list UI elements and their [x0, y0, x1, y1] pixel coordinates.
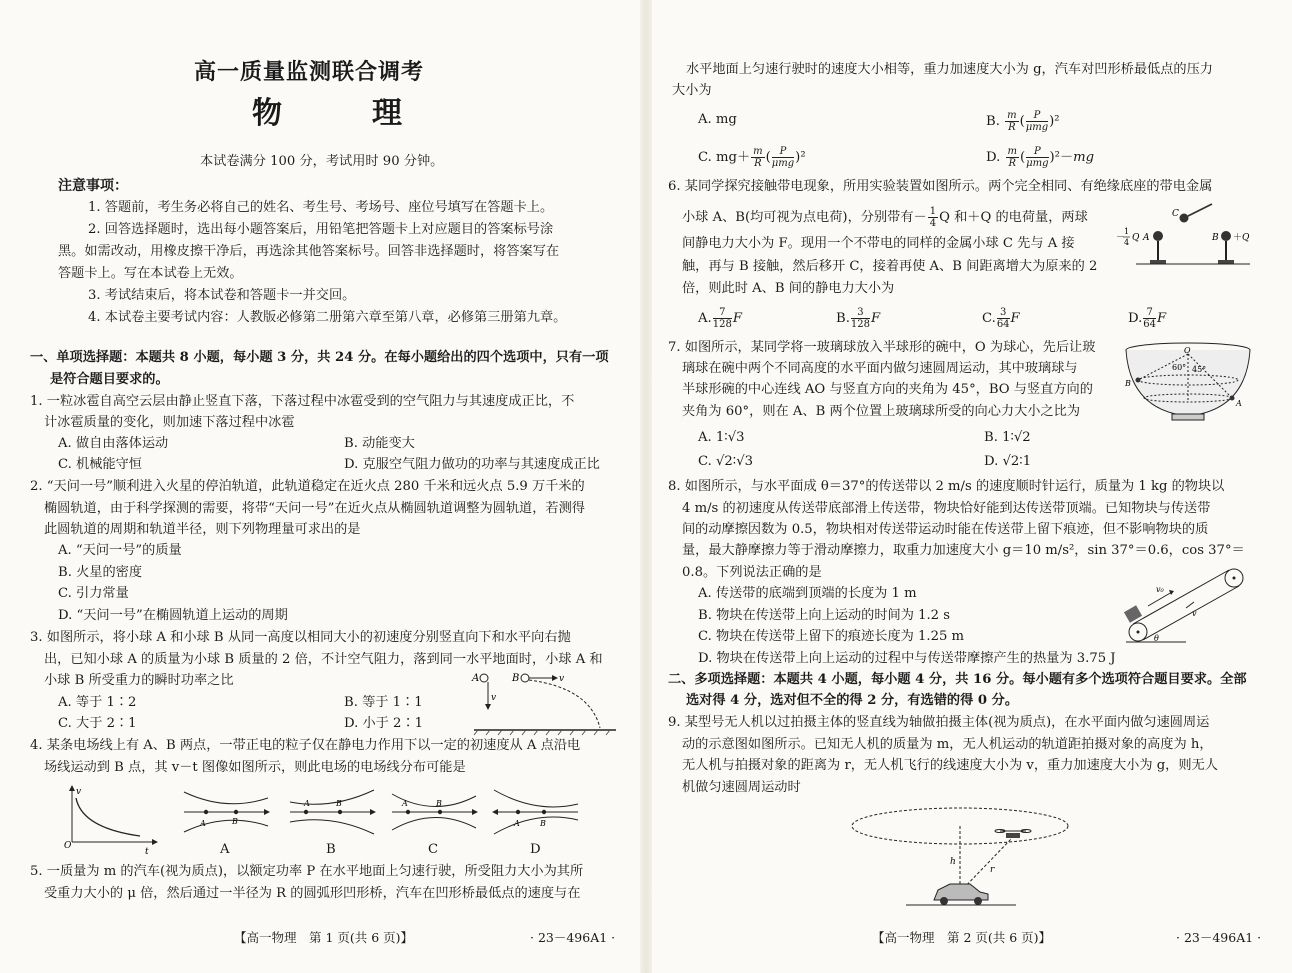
q8-conveyor-figure: [1116, 568, 1256, 648]
q2-stem: 2. “天问一号”顺利进入火星的停泊轨道，此轨道稳定在近火点 280 千米和远火点 5.9 万千米的: [30, 479, 585, 494]
svg-text:C: C: [1172, 209, 1179, 219]
q5-option-a: A. mg: [698, 112, 737, 127]
q4-option-c-figure: [388, 784, 480, 840]
svg-text:B: B: [1125, 379, 1131, 388]
q8-stem-3: 间的动摩擦因数为 0.5，物块相对传送带运动时能在传送带上留下痕迹，但不影响物块的质: [682, 522, 1209, 537]
q7-bowl-figure: [1122, 340, 1254, 422]
q6-stem-5: 倍，则此时 A、B 间的静电力大小为: [682, 281, 895, 296]
svg-text:O: O: [1184, 346, 1191, 355]
q1-option-a: A. 做自由落体运动: [58, 436, 169, 451]
svg-text:A: A: [514, 819, 520, 828]
q6-option-c: C. $\frac{3}{64}$ F: [982, 307, 1020, 330]
q5-stem: 5. 一质量为 m 的汽车(视为质点)，以额定功率 P 在水平地面上匀速行驶，所受阻力大小为其所: [30, 864, 584, 879]
q8-stem-2: 4 m/s 的初速度从传送带底部滑上传送带，物块恰好能到达传送带顶端。已知物块与传送带: [682, 501, 1211, 516]
q4-stem: 4. 某条电场线上有 A、B 两点，一带正电的粒子仅在静电力作用下以一定的初速度从 A 点沿电: [30, 738, 581, 753]
score-line: 本试卷满分 100 分，考试用时 90 分钟。: [200, 154, 444, 169]
notice-2c: 答题卡上。写在本试卷上无效。: [58, 266, 243, 281]
section2-heading-2: 选对得 4 分，选对但不全的得 2 分，有选错的得 0 分。: [686, 693, 1019, 708]
page1-code: · 23－496A1 ·: [530, 930, 616, 945]
svg-text:A: A: [1236, 399, 1242, 408]
page-2: [646, 0, 1292, 973]
svg-text:B: B: [512, 673, 520, 684]
notice-2: 2. 回答选择题时，选出每小题答案后，用铅笔把答题卡上对应题目的答案标号涂: [88, 222, 554, 237]
svg-text:B: B: [436, 799, 442, 808]
q3-option-b: B. 等于 1∶1: [344, 695, 423, 710]
q7-option-d: D. √2∶1: [984, 454, 1032, 469]
q8-stem: 8. 如图所示，与水平面成 θ＝37°的传送带以 2 m/s 的速度顺时针运行，质量为 1 kg 的物块以: [668, 479, 1225, 494]
q4-label-a: A: [220, 842, 230, 857]
svg-text:1: 1: [1124, 227, 1130, 236]
q3-stem: 3. 如图所示，将小球 A 和小球 B 从同一高度以相同大小的初速度分别竖直向下和水平向右抛: [30, 630, 571, 645]
q6-stem: 6. 某同学探究接触带电现象，所用实验装置如图所示。两个完全相同、有绝缘底座的带电金属: [668, 179, 1213, 194]
q2-stem-2: 椭圆轨道，由于科学探测的需要，将带“天问一号”在近火点从椭圆轨道调整为圆轨道，若测得: [44, 501, 585, 516]
exam-subject: 物 理: [252, 96, 432, 131]
q6-option-a: A. $\frac{7}{128}$ F: [698, 307, 742, 330]
q9-stem: 9. 某型号无人机以过拍摄主体的竖直线为轴做拍摄主体(视为质点)，在水平面内做匀速圆周运: [668, 715, 1210, 730]
svg-text:A: A: [1143, 233, 1150, 243]
q6-option-d: D. $\frac{7}{64}$ F: [1128, 307, 1167, 330]
notice-4: 4. 本试卷主要考试内容：人教版必修第二册第六章至第八章，必修第三册第九章。: [88, 310, 567, 325]
svg-text:v: v: [491, 693, 497, 703]
svg-text:60°: 60°: [1172, 363, 1187, 372]
section1-heading-2: 是符合题目要求的。: [50, 372, 169, 387]
q8-option-c: C. 物块在传送带上留下的痕迹长度为 1.25 m: [698, 629, 965, 644]
q7-option-b: B. 1∶√2: [984, 430, 1031, 445]
svg-text:v: v: [1192, 609, 1197, 618]
q2-option-a: A. “天问一号”的质量: [58, 543, 182, 558]
svg-text:v₀: v₀: [1156, 585, 1164, 594]
q7-stem-2: 璃球在碗中两个不同高度的水平面内做匀速圆周运动，其中玻璃球与: [682, 361, 1078, 376]
q3-stem-3: 小球 B 所受重力的瞬时功率之比: [44, 673, 234, 688]
svg-text:A: A: [402, 799, 408, 808]
svg-text:A: A: [472, 673, 480, 684]
q3-option-c: C. 大于 2∶1: [58, 716, 137, 731]
page2-code: · 23－496A1 ·: [1176, 930, 1262, 945]
svg-text:B: B: [232, 817, 238, 826]
q8-stem-4: 量，最大静摩擦力等于滑动摩擦力，取重力加速度大小 g＝10 m/s²，sin 37°＝0.6，cos 37°＝: [682, 543, 1245, 558]
q9-stem-2: 动的示意图如图所示。已知无人机的质量为 m，无人机运动的轨道距拍摄对象的高度为 h，: [682, 737, 1213, 752]
q2-option-d: D. “天问一号”在椭圆轨道上运动的周期: [58, 608, 288, 623]
q5-stem-3: 水平地面上匀速行驶时的速度大小相等，重力加速度大小为 g，汽车对凹形桥最低点的压力: [686, 62, 1213, 77]
q4-label-c: C: [428, 842, 439, 857]
q6-stem-4: 触，再与 B 接触，然后移开 C，接着再使 A、B 间距离增大为原来的 2: [682, 259, 1098, 274]
q9-stem-3: 无人机与拍摄对象的距离为 r，无人机飞行的线速度大小为 v，重力加速度大小为 g，则无人: [682, 758, 1218, 773]
svg-text:45°: 45°: [1192, 365, 1207, 374]
q1-stem-2: 计冰雹质量的变化，则加速下落过程中冰雹: [44, 415, 295, 430]
q7-option-a: A. 1∶√3: [698, 430, 745, 445]
q6-option-b: B. $\frac{3}{128}$ F: [836, 307, 881, 330]
q6-figure: [1116, 196, 1252, 272]
svg-text:A: A: [304, 799, 310, 808]
section2-heading: 二、多项选择题：本题共 4 小题，每小题 4 分，共 16 分。每小题有多个选项符合题目要求。全部: [668, 672, 1247, 687]
svg-text:v: v: [559, 674, 565, 684]
q4-option-d-figure: [490, 784, 582, 840]
q1-option-d: D. 克服空气阻力做功的功率与其速度成正比: [344, 457, 600, 472]
q1-stem: 1. 一粒冰雹自高空云层由静止竖直下落，下落过程中冰雹受到的空气阻力与其速度成正比，不: [30, 394, 575, 409]
q8-option-d: D. 物块在传送带上向上运动的过程中与传送带摩擦产生的热量为 3.75 J: [698, 651, 1116, 666]
q9-stem-4: 机做匀速圆周运动时: [682, 780, 801, 795]
q8-stem-5: 0.8。下列说法正确的是: [682, 565, 822, 580]
q2-stem-3: 此圆轨道的周期和轨道半径，则下列物理量可求出的是: [44, 522, 361, 537]
q9-drone-figure: [846, 800, 1086, 910]
exam-title: 高一质量监测联合调考: [194, 59, 425, 85]
q4-stem-2: 场线运动到 B 点，其 v－t 图像如图所示，则此电场的电场线分布可能是: [44, 760, 466, 775]
q7-option-c: C. √2∶√3: [698, 454, 754, 469]
page2-footer: 【高一物理 第 2 页(共 6 页)】: [872, 930, 1052, 945]
q7-stem: 7. 如图所示，某同学将一玻璃球放入半球形的碗中，O 为球心，先后让玻: [668, 340, 1096, 355]
q7-stem-4: 夹角为 60°，则在 A、B 两个位置上玻璃球所受的向心力大小之比为: [682, 404, 1081, 419]
notice-1: 1. 答题前，考生务必将自己的姓名、考生号、考场号、座位号填写在答题卡上。: [88, 200, 554, 215]
q6-stem-3: 间静电力大小为 F。现用一个不带电的同样的金属小球 C 先与 A 接: [682, 236, 1075, 251]
q1-option-c: C. 机械能守恒: [58, 457, 142, 472]
q5-stem-2: 受重力大小的 μ 倍，然后通过一半径为 R 的圆弧形凹形桥，汽车在凹形桥最低点的速度与在: [44, 886, 581, 901]
q5-stem-4: 大小为: [672, 83, 712, 98]
q1-option-b: B. 动能变大: [344, 436, 415, 451]
page1-footer: 【高一物理 第 1 页(共 6 页)】: [234, 930, 414, 945]
q7-stem-3: 半球形碗的中心连线 AO 与竖直方向的夹角为 45°，BO 与竖直方向的: [682, 382, 1093, 397]
q6-stem-2: 小球 A、B(均可视为点电荷)，分别带有－ $\frac{1}{4}$ Q 和＋Q 的电荷量，两球: [682, 206, 1088, 229]
notice-2b: 黑。如需改动，用橡皮擦干净后，再选涂其他答案标号。回答非选择题时，将答案写在: [58, 244, 560, 259]
svg-text:B: B: [336, 799, 342, 808]
q2-option-c: C. 引力常量: [58, 586, 129, 601]
q5-option-b: B. $\frac{m}{R}$ ( $\frac{P}{\text{μmg}}$ )²: [986, 110, 1060, 133]
notice-title: 注意事项：: [58, 178, 128, 194]
q3-option-d: D. 小于 2∶1: [344, 716, 424, 731]
svg-text:Q: Q: [1132, 233, 1140, 243]
svg-text:B: B: [1212, 233, 1219, 243]
q5-option-c: C. mg＋ $\frac{m}{R}$ ( $\frac{P}{\text{μmg}}$ )²: [698, 146, 806, 169]
svg-text:Q: Q: [1242, 233, 1250, 243]
svg-text:t: t: [145, 847, 149, 857]
svg-text:＋: ＋: [1233, 233, 1243, 243]
q2-option-b: B. 火星的密度: [58, 565, 143, 580]
svg-text:4: 4: [1124, 238, 1130, 247]
svg-text:A: A: [200, 819, 206, 828]
svg-text:r: r: [990, 865, 995, 875]
svg-text:v: v: [76, 787, 82, 797]
drone-icon: [995, 830, 1031, 839]
q8-option-b: B. 物块在传送带上向上运动的时间为 1.2 s: [698, 608, 951, 623]
notice-3: 3. 考试结束后，将本试卷和答题卡一并交回。: [88, 288, 356, 303]
q4-option-b-figure: [286, 784, 378, 840]
svg-text:h: h: [950, 857, 956, 867]
svg-text:B: B: [540, 819, 546, 828]
q4-vt-graph: [60, 784, 160, 857]
q4-label-d: D: [530, 842, 541, 857]
q3-stem-2: 出，已知小球 A 的质量为小球 B 质量的 2 倍，不计空气阻力，落到同一水平地面时，小球 A 和: [44, 652, 603, 667]
section1-heading: 一、单项选择题：本题共 8 小题，每小题 3 分，共 24 分。在每小题给出的四个选项中，只有一项: [30, 350, 609, 365]
car-icon: [934, 884, 988, 905]
svg-text:－: －: [1116, 233, 1126, 243]
q8-option-a: A. 传送带的底端到顶端的长度为 1 m: [698, 586, 917, 601]
q3-option-a: A. 等于 1∶2: [58, 695, 137, 710]
q3-figure: [470, 668, 620, 738]
q4-option-a-figure: [180, 784, 272, 840]
svg-text:θ: θ: [1154, 634, 1159, 643]
q5-option-d: D. $\frac{m}{R}$ ( $\frac{P}{\text{μmg}}$ )²－mg: [986, 146, 1095, 169]
svg-text:O: O: [64, 841, 72, 851]
q4-label-b: B: [326, 842, 336, 857]
